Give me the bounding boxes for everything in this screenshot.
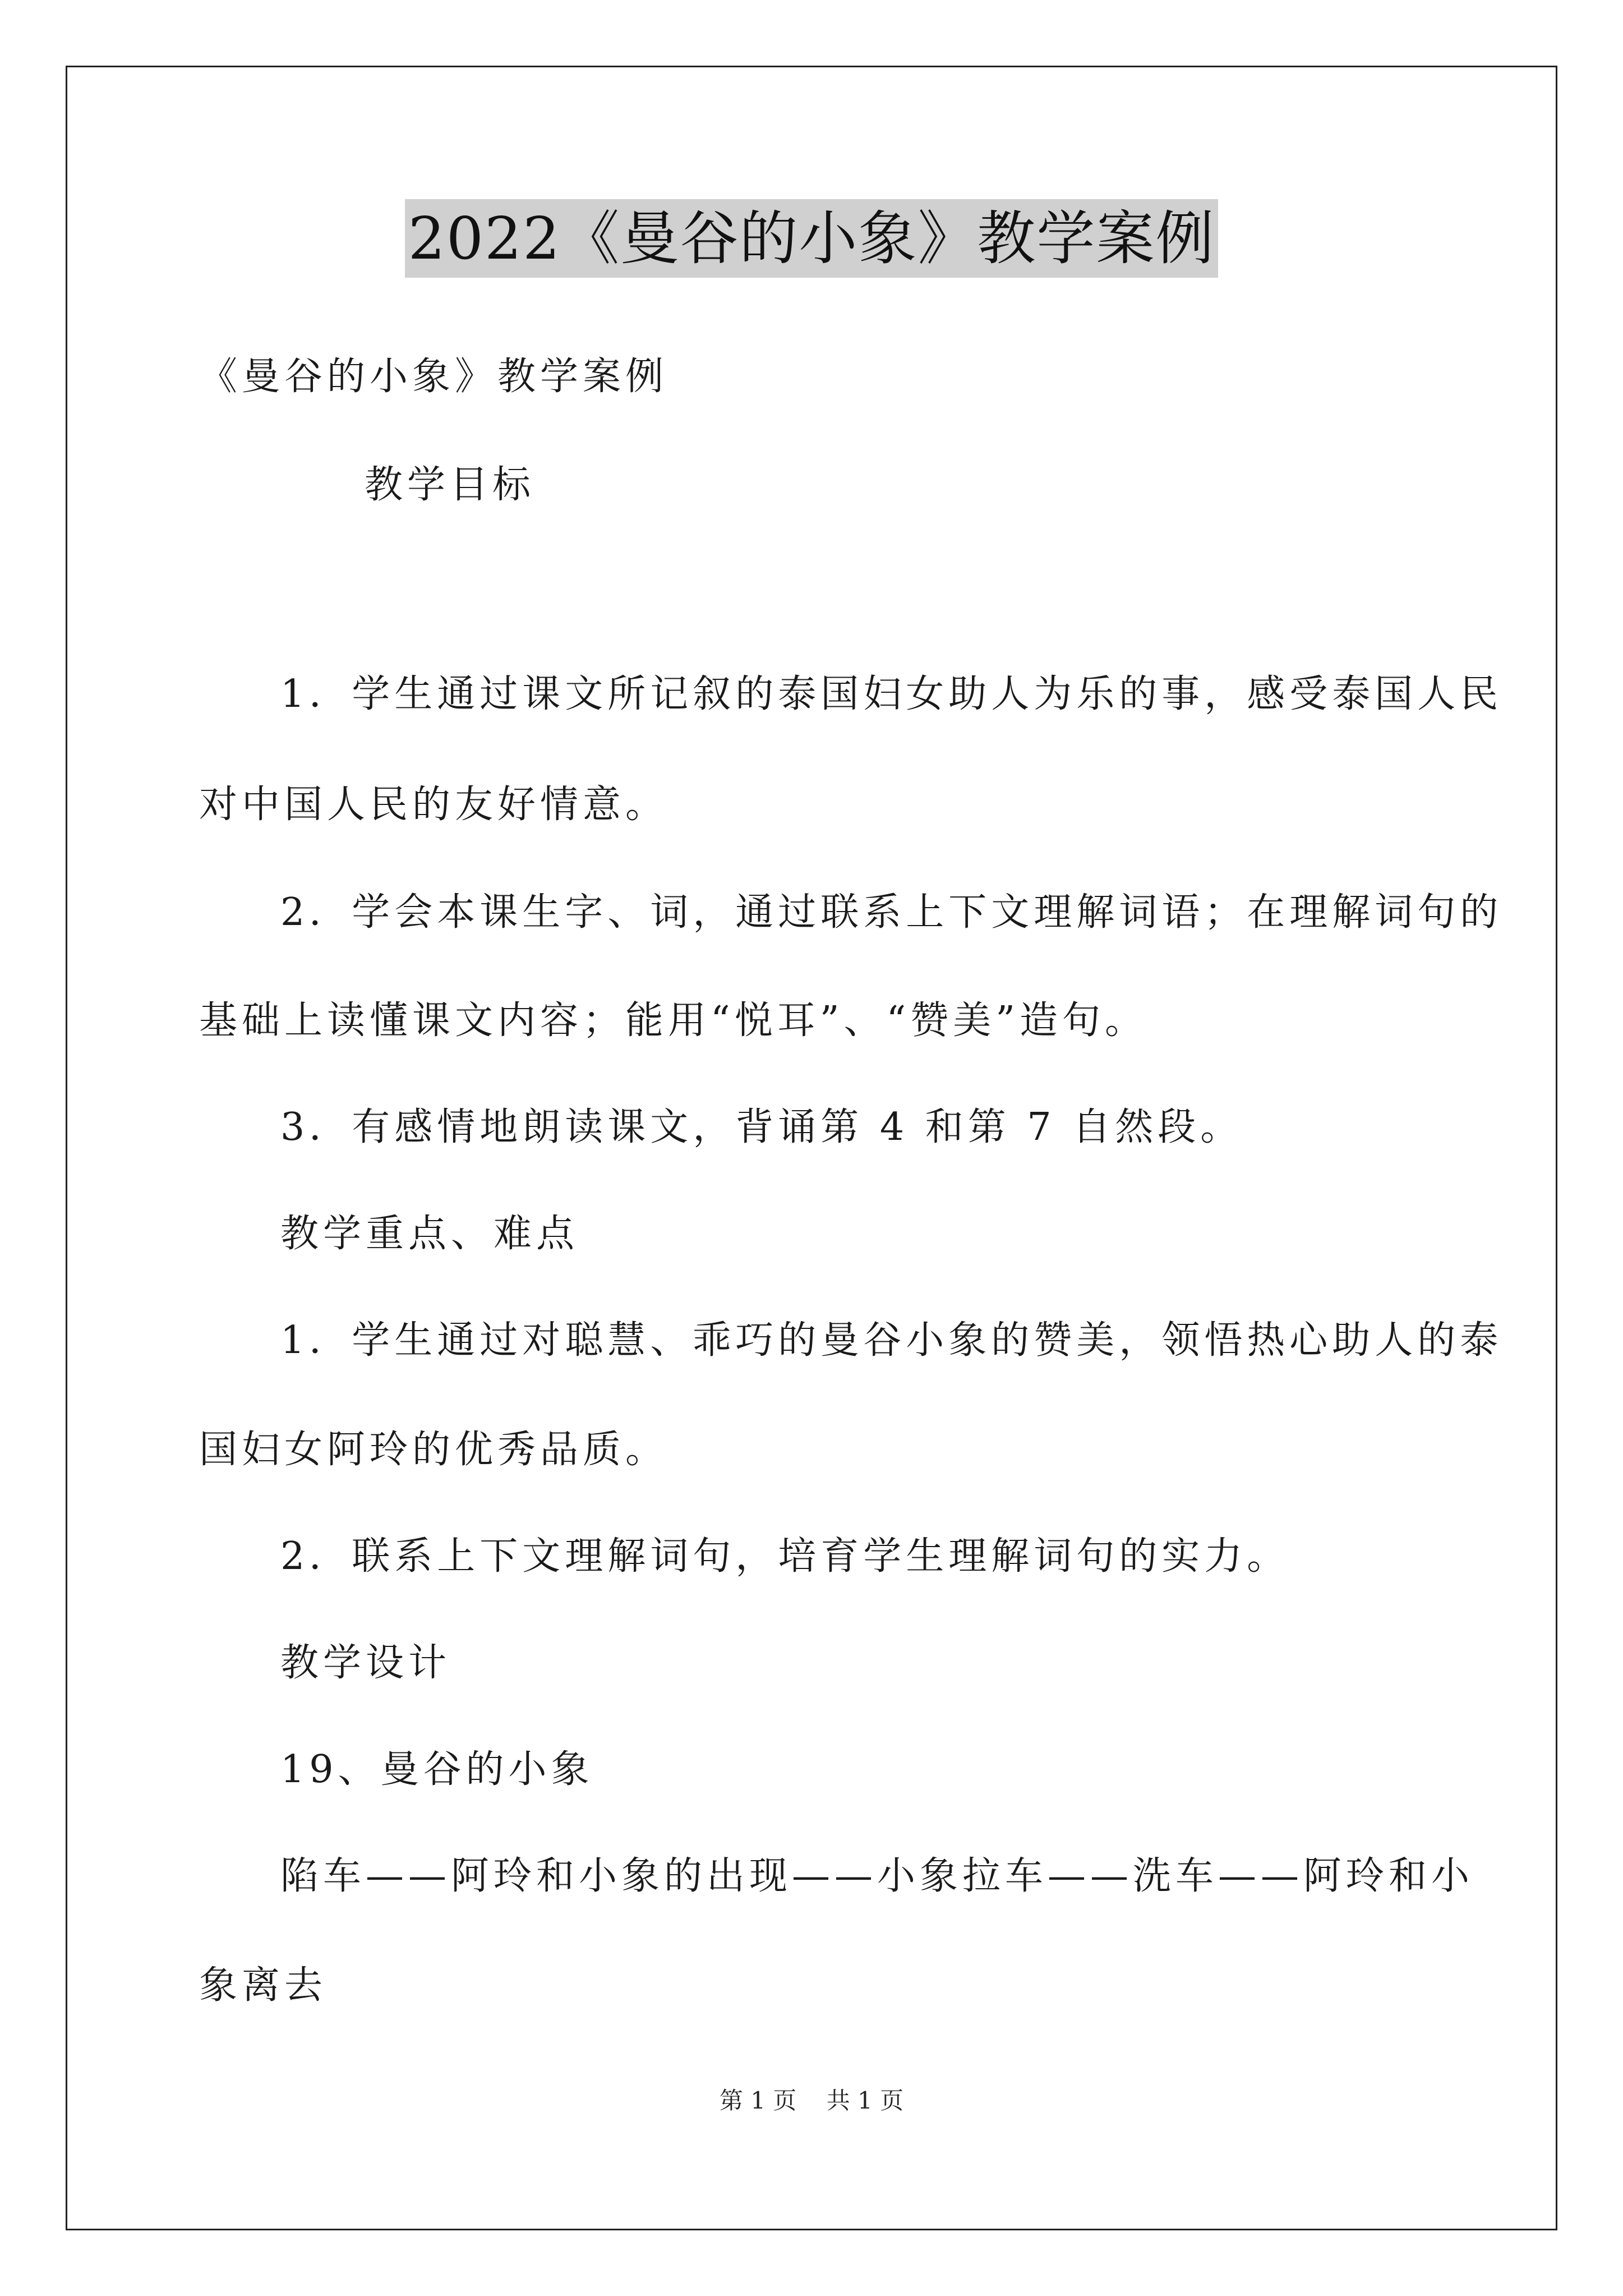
key-item-1-line-1: 1．学生通过对聪慧、乖巧的曼谷小象的赞美，领悟热心助人的泰 [280,1318,1503,1363]
goal-item-2-line-1: 2．学会本课生字、词，通过联系上下文理解词语；在理解词句的 [280,890,1503,935]
key-item-2: 2．联系上下文理解词句，培育学生理解词句的实力。 [280,1534,1290,1579]
key-item-1-line-2: 国妇女阿玲的优秀品质。 [199,1428,668,1472]
section-heading-goals: 教学目标 [365,463,536,507]
outline-line-2: 象离去 [199,1963,328,2008]
section-heading-key-points: 教学重点、难点 [280,1212,579,1256]
document-title: 2022《曼谷的小象》教学案例 [405,199,1219,278]
goal-item-3: 3．有感情地朗读课文，背诵第 4 和第 7 自然段。 [280,1105,1243,1149]
page-number: 第 1 页 共 1 页 [719,2087,904,2114]
goal-item-2-line-2: 基础上读懂课文内容；能用“悦耳”、“赞美”造句。 [199,999,1148,1043]
subtitle: 《曼谷的小象》教学案例 [199,355,668,399]
lesson-title: 19、曼谷的小象 [280,1747,594,1792]
title-container [0,199,1623,278]
outline-line-1: 陷车——阿玲和小象的出现——小象拉车——洗车——阿玲和小 [280,1854,1474,1898]
section-heading-design: 教学设计 [280,1641,451,1685]
goal-item-1-line-1: 1．学生通过课文所记叙的泰国妇女助人为乐的事，感受泰国人民 [280,672,1503,716]
goal-item-1-line-2: 对中国人民的友好情意。 [199,783,668,827]
